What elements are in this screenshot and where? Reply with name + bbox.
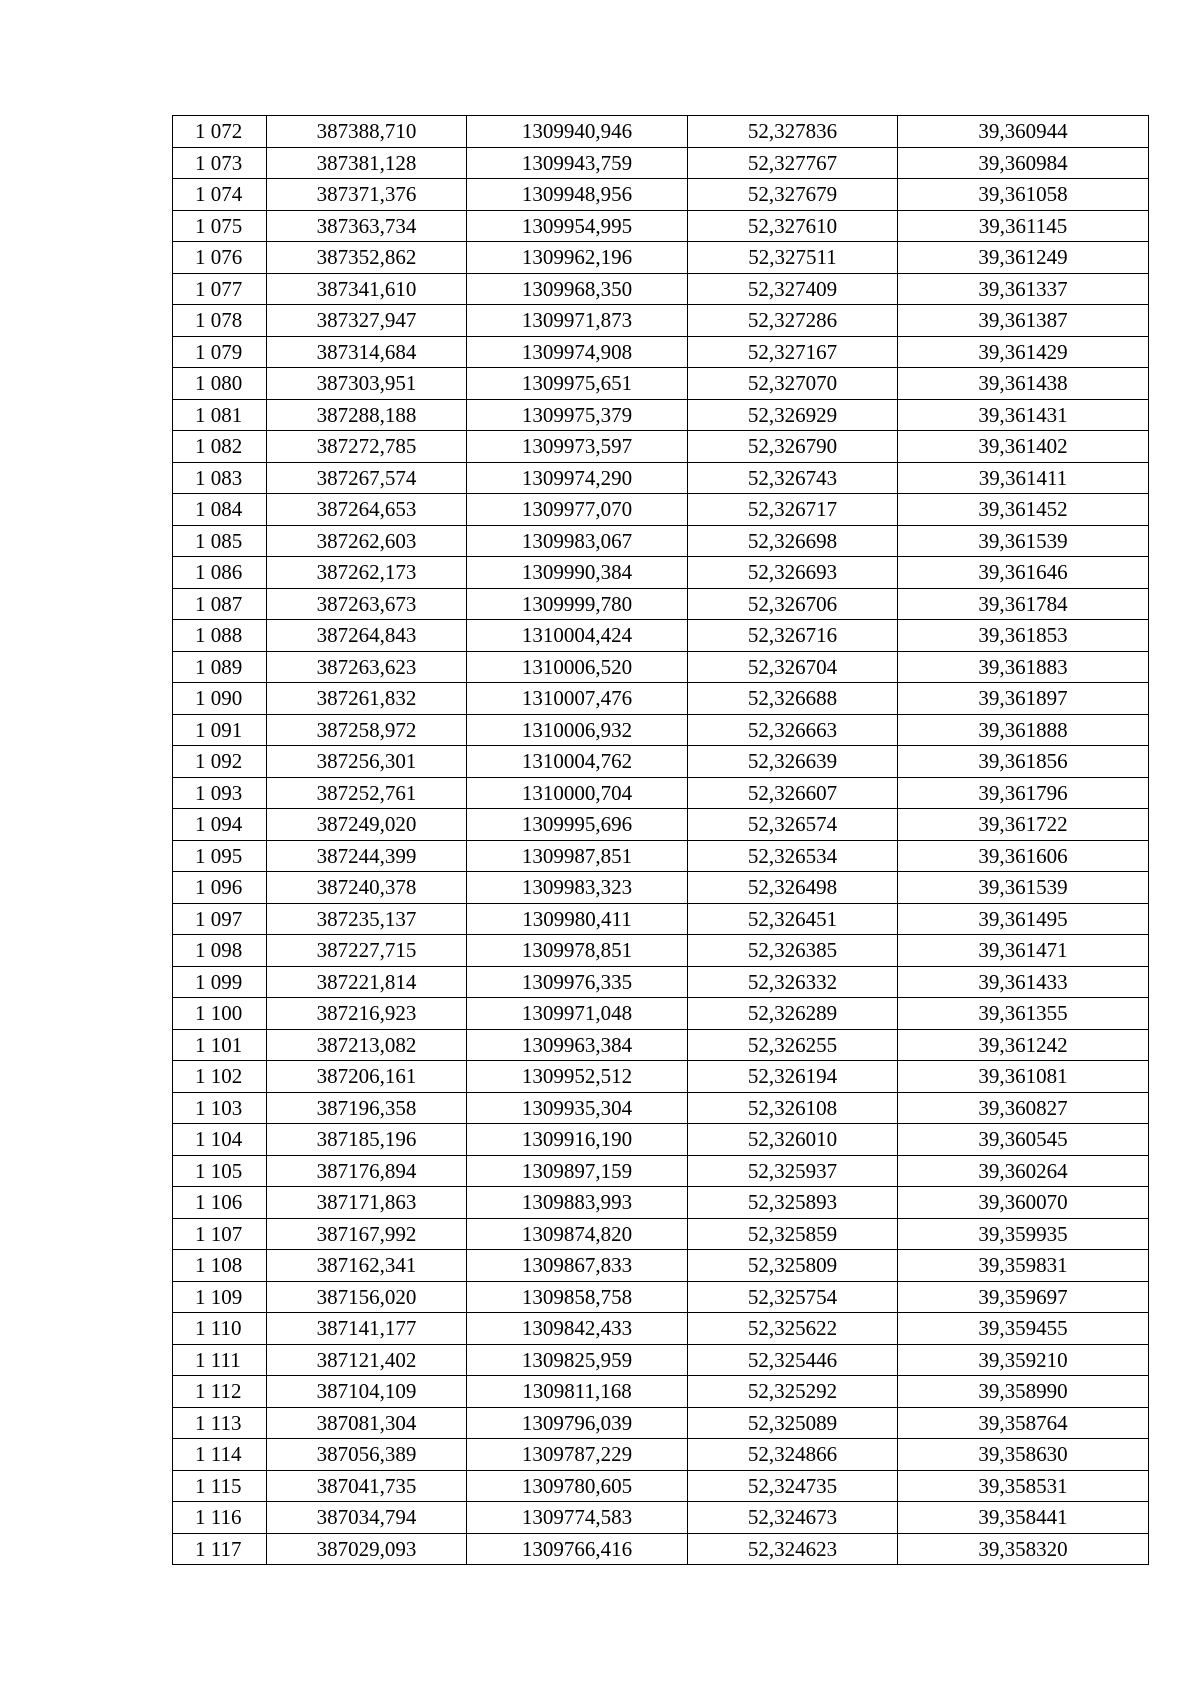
latitude-cell: 52,325754 [688, 1281, 898, 1313]
longitude-cell: 39,360984 [898, 147, 1149, 179]
y-coordinate-cell: 1309940,946 [467, 116, 688, 148]
point-number-cell: 1 084 [173, 494, 267, 526]
point-number-cell: 1 100 [173, 998, 267, 1030]
x-coordinate-cell: 387388,710 [267, 116, 467, 148]
x-coordinate-cell: 387252,761 [267, 777, 467, 809]
y-coordinate-cell: 1310004,424 [467, 620, 688, 652]
latitude-cell: 52,326717 [688, 494, 898, 526]
longitude-cell: 39,358630 [898, 1439, 1149, 1471]
point-number-cell: 1 073 [173, 147, 267, 179]
latitude-cell: 52,327409 [688, 273, 898, 305]
longitude-cell: 39,361853 [898, 620, 1149, 652]
table-row [173, 525, 1149, 557]
x-coordinate-cell: 387216,923 [267, 998, 467, 1030]
longitude-cell: 39,361411 [898, 462, 1149, 494]
latitude-cell: 52,326698 [688, 525, 898, 557]
latitude-cell: 52,326688 [688, 683, 898, 715]
point-number-cell: 1 108 [173, 1250, 267, 1282]
latitude-cell: 52,326108 [688, 1092, 898, 1124]
x-coordinate-cell: 387196,358 [267, 1092, 467, 1124]
longitude-cell: 39,359455 [898, 1313, 1149, 1345]
y-coordinate-cell: 1309935,304 [467, 1092, 688, 1124]
point-number-cell: 1 079 [173, 336, 267, 368]
longitude-cell: 39,361429 [898, 336, 1149, 368]
coordinates-table-body [173, 116, 1149, 1565]
longitude-cell: 39,361471 [898, 935, 1149, 967]
table-row [173, 1376, 1149, 1408]
x-coordinate-cell: 387267,574 [267, 462, 467, 494]
x-coordinate-cell: 387029,093 [267, 1533, 467, 1565]
x-coordinate-cell: 387262,173 [267, 557, 467, 589]
y-coordinate-cell: 1309968,350 [467, 273, 688, 305]
point-number-cell: 1 107 [173, 1218, 267, 1250]
longitude-cell: 39,361539 [898, 872, 1149, 904]
point-number-cell: 1 090 [173, 683, 267, 715]
table-row [173, 1344, 1149, 1376]
latitude-cell: 52,327836 [688, 116, 898, 148]
x-coordinate-cell: 387263,673 [267, 588, 467, 620]
latitude-cell: 52,326332 [688, 966, 898, 998]
latitude-cell: 52,326194 [688, 1061, 898, 1093]
y-coordinate-cell: 1309943,759 [467, 147, 688, 179]
table-row [173, 1250, 1149, 1282]
x-coordinate-cell: 387056,389 [267, 1439, 467, 1471]
y-coordinate-cell: 1309858,758 [467, 1281, 688, 1313]
x-coordinate-cell: 387327,947 [267, 305, 467, 337]
y-coordinate-cell: 1309842,433 [467, 1313, 688, 1345]
latitude-cell: 52,325292 [688, 1376, 898, 1408]
latitude-cell: 52,324623 [688, 1533, 898, 1565]
table-row [173, 714, 1149, 746]
y-coordinate-cell: 1309977,070 [467, 494, 688, 526]
y-coordinate-cell: 1309974,908 [467, 336, 688, 368]
longitude-cell: 39,359831 [898, 1250, 1149, 1282]
x-coordinate-cell: 387162,341 [267, 1250, 467, 1282]
latitude-cell: 52,326663 [688, 714, 898, 746]
x-coordinate-cell: 387171,863 [267, 1187, 467, 1219]
point-number-cell: 1 104 [173, 1124, 267, 1156]
y-coordinate-cell: 1309976,335 [467, 966, 688, 998]
table-row [173, 651, 1149, 683]
table-row [173, 273, 1149, 305]
point-number-cell: 1 081 [173, 399, 267, 431]
longitude-cell: 39,360545 [898, 1124, 1149, 1156]
table-row [173, 872, 1149, 904]
table-row [173, 1187, 1149, 1219]
y-coordinate-cell: 1309987,851 [467, 840, 688, 872]
longitude-cell: 39,361606 [898, 840, 1149, 872]
y-coordinate-cell: 1309983,067 [467, 525, 688, 557]
longitude-cell: 39,361452 [898, 494, 1149, 526]
point-number-cell: 1 101 [173, 1029, 267, 1061]
point-number-cell: 1 116 [173, 1502, 267, 1534]
point-number-cell: 1 087 [173, 588, 267, 620]
y-coordinate-cell: 1309774,583 [467, 1502, 688, 1534]
longitude-cell: 39,359935 [898, 1218, 1149, 1250]
y-coordinate-cell: 1309971,873 [467, 305, 688, 337]
latitude-cell: 52,326929 [688, 399, 898, 431]
point-number-cell: 1 074 [173, 179, 267, 211]
longitude-cell: 39,361402 [898, 431, 1149, 463]
x-coordinate-cell: 387381,128 [267, 147, 467, 179]
latitude-cell: 52,324735 [688, 1470, 898, 1502]
point-number-cell: 1 117 [173, 1533, 267, 1565]
y-coordinate-cell: 1309916,190 [467, 1124, 688, 1156]
table-row [173, 431, 1149, 463]
x-coordinate-cell: 387262,603 [267, 525, 467, 557]
latitude-cell: 52,326639 [688, 746, 898, 778]
x-coordinate-cell: 387167,992 [267, 1218, 467, 1250]
point-number-cell: 1 086 [173, 557, 267, 589]
point-number-cell: 1 093 [173, 777, 267, 809]
latitude-cell: 52,327070 [688, 368, 898, 400]
latitude-cell: 52,326743 [688, 462, 898, 494]
latitude-cell: 52,327610 [688, 210, 898, 242]
longitude-cell: 39,361081 [898, 1061, 1149, 1093]
x-coordinate-cell: 387185,196 [267, 1124, 467, 1156]
latitude-cell: 52,327167 [688, 336, 898, 368]
point-number-cell: 1 111 [173, 1344, 267, 1376]
x-coordinate-cell: 387249,020 [267, 809, 467, 841]
latitude-cell: 52,327679 [688, 179, 898, 211]
table-row [173, 1407, 1149, 1439]
longitude-cell: 39,361431 [898, 399, 1149, 431]
latitude-cell: 52,325446 [688, 1344, 898, 1376]
x-coordinate-cell: 387244,399 [267, 840, 467, 872]
point-number-cell: 1 092 [173, 746, 267, 778]
y-coordinate-cell: 1309787,229 [467, 1439, 688, 1471]
y-coordinate-cell: 1310006,520 [467, 651, 688, 683]
x-coordinate-cell: 387258,972 [267, 714, 467, 746]
table-row [173, 966, 1149, 998]
latitude-cell: 52,324866 [688, 1439, 898, 1471]
table-row [173, 210, 1149, 242]
x-coordinate-cell: 387206,161 [267, 1061, 467, 1093]
longitude-cell: 39,358441 [898, 1502, 1149, 1534]
y-coordinate-cell: 1309948,956 [467, 179, 688, 211]
point-number-cell: 1 098 [173, 935, 267, 967]
table-row [173, 1533, 1149, 1565]
longitude-cell: 39,361242 [898, 1029, 1149, 1061]
point-number-cell: 1 077 [173, 273, 267, 305]
longitude-cell: 39,358764 [898, 1407, 1149, 1439]
x-coordinate-cell: 387261,832 [267, 683, 467, 715]
y-coordinate-cell: 1309897,159 [467, 1155, 688, 1187]
latitude-cell: 52,326693 [688, 557, 898, 589]
table-row [173, 1502, 1149, 1534]
latitude-cell: 52,327767 [688, 147, 898, 179]
longitude-cell: 39,361145 [898, 210, 1149, 242]
longitude-cell: 39,360944 [898, 116, 1149, 148]
y-coordinate-cell: 1309954,995 [467, 210, 688, 242]
x-coordinate-cell: 387034,794 [267, 1502, 467, 1534]
longitude-cell: 39,359697 [898, 1281, 1149, 1313]
latitude-cell: 52,326704 [688, 651, 898, 683]
longitude-cell: 39,361722 [898, 809, 1149, 841]
longitude-cell: 39,361888 [898, 714, 1149, 746]
latitude-cell: 52,326534 [688, 840, 898, 872]
x-coordinate-cell: 387341,610 [267, 273, 467, 305]
y-coordinate-cell: 1309973,597 [467, 431, 688, 463]
latitude-cell: 52,325937 [688, 1155, 898, 1187]
latitude-cell: 52,325089 [688, 1407, 898, 1439]
table-row [173, 1092, 1149, 1124]
y-coordinate-cell: 1309995,696 [467, 809, 688, 841]
longitude-cell: 39,361438 [898, 368, 1149, 400]
y-coordinate-cell: 1309796,039 [467, 1407, 688, 1439]
table-row [173, 1313, 1149, 1345]
point-number-cell: 1 075 [173, 210, 267, 242]
latitude-cell: 52,326498 [688, 872, 898, 904]
longitude-cell: 39,361355 [898, 998, 1149, 1030]
latitude-cell: 52,326607 [688, 777, 898, 809]
table-row [173, 840, 1149, 872]
x-coordinate-cell: 387081,304 [267, 1407, 467, 1439]
y-coordinate-cell: 1309990,384 [467, 557, 688, 589]
y-coordinate-cell: 1309952,512 [467, 1061, 688, 1093]
x-coordinate-cell: 387235,137 [267, 903, 467, 935]
latitude-cell: 52,325809 [688, 1250, 898, 1282]
y-coordinate-cell: 1309975,379 [467, 399, 688, 431]
longitude-cell: 39,361784 [898, 588, 1149, 620]
point-number-cell: 1 088 [173, 620, 267, 652]
table-row [173, 1439, 1149, 1471]
longitude-cell: 39,361897 [898, 683, 1149, 715]
point-number-cell: 1 102 [173, 1061, 267, 1093]
x-coordinate-cell: 387156,020 [267, 1281, 467, 1313]
table-row [173, 777, 1149, 809]
y-coordinate-cell: 1309980,411 [467, 903, 688, 935]
y-coordinate-cell: 1309867,833 [467, 1250, 688, 1282]
table-row [173, 147, 1149, 179]
point-number-cell: 1 096 [173, 872, 267, 904]
x-coordinate-cell: 387264,653 [267, 494, 467, 526]
x-coordinate-cell: 387227,715 [267, 935, 467, 967]
latitude-cell: 52,326574 [688, 809, 898, 841]
table-row [173, 620, 1149, 652]
x-coordinate-cell: 387314,684 [267, 336, 467, 368]
longitude-cell: 39,360827 [898, 1092, 1149, 1124]
table-row [173, 1281, 1149, 1313]
longitude-cell: 39,361856 [898, 746, 1149, 778]
y-coordinate-cell: 1309975,651 [467, 368, 688, 400]
table-row [173, 588, 1149, 620]
table-row [173, 368, 1149, 400]
y-coordinate-cell: 1309971,048 [467, 998, 688, 1030]
y-coordinate-cell: 1309766,416 [467, 1533, 688, 1565]
table-row [173, 683, 1149, 715]
latitude-cell: 52,326706 [688, 588, 898, 620]
longitude-cell: 39,359210 [898, 1344, 1149, 1376]
point-number-cell: 1 106 [173, 1187, 267, 1219]
table-row [173, 1470, 1149, 1502]
point-number-cell: 1 080 [173, 368, 267, 400]
x-coordinate-cell: 387272,785 [267, 431, 467, 463]
y-coordinate-cell: 1310006,932 [467, 714, 688, 746]
latitude-cell: 52,326790 [688, 431, 898, 463]
table-row [173, 809, 1149, 841]
table-row [173, 1029, 1149, 1061]
longitude-cell: 39,361337 [898, 273, 1149, 305]
x-coordinate-cell: 387363,734 [267, 210, 467, 242]
latitude-cell: 52,324673 [688, 1502, 898, 1534]
point-number-cell: 1 113 [173, 1407, 267, 1439]
latitude-cell: 52,325859 [688, 1218, 898, 1250]
point-number-cell: 1 109 [173, 1281, 267, 1313]
y-coordinate-cell: 1309978,851 [467, 935, 688, 967]
x-coordinate-cell: 387176,894 [267, 1155, 467, 1187]
point-number-cell: 1 095 [173, 840, 267, 872]
point-number-cell: 1 114 [173, 1439, 267, 1471]
y-coordinate-cell: 1309963,384 [467, 1029, 688, 1061]
x-coordinate-cell: 387303,951 [267, 368, 467, 400]
y-coordinate-cell: 1309999,780 [467, 588, 688, 620]
x-coordinate-cell: 387288,188 [267, 399, 467, 431]
latitude-cell: 52,326451 [688, 903, 898, 935]
point-number-cell: 1 089 [173, 651, 267, 683]
coordinates-table [172, 115, 1149, 1565]
longitude-cell: 39,361796 [898, 777, 1149, 809]
point-number-cell: 1 072 [173, 116, 267, 148]
point-number-cell: 1 076 [173, 242, 267, 274]
point-number-cell: 1 115 [173, 1470, 267, 1502]
longitude-cell: 39,361646 [898, 557, 1149, 589]
table-row [173, 1218, 1149, 1250]
y-coordinate-cell: 1309825,959 [467, 1344, 688, 1376]
point-number-cell: 1 082 [173, 431, 267, 463]
y-coordinate-cell: 1309962,196 [467, 242, 688, 274]
longitude-cell: 39,361387 [898, 305, 1149, 337]
longitude-cell: 39,358320 [898, 1533, 1149, 1565]
point-number-cell: 1 085 [173, 525, 267, 557]
table-row [173, 557, 1149, 589]
latitude-cell: 52,326010 [688, 1124, 898, 1156]
table-row [173, 1124, 1149, 1156]
table-row [173, 1061, 1149, 1093]
point-number-cell: 1 110 [173, 1313, 267, 1345]
point-number-cell: 1 103 [173, 1092, 267, 1124]
latitude-cell: 52,326289 [688, 998, 898, 1030]
table-row [173, 1155, 1149, 1187]
y-coordinate-cell: 1309974,290 [467, 462, 688, 494]
longitude-cell: 39,361058 [898, 179, 1149, 211]
table-row [173, 462, 1149, 494]
longitude-cell: 39,361433 [898, 966, 1149, 998]
y-coordinate-cell: 1310004,762 [467, 746, 688, 778]
longitude-cell: 39,361495 [898, 903, 1149, 935]
y-coordinate-cell: 1309780,605 [467, 1470, 688, 1502]
x-coordinate-cell: 387263,623 [267, 651, 467, 683]
x-coordinate-cell: 387352,862 [267, 242, 467, 274]
latitude-cell: 52,325622 [688, 1313, 898, 1345]
x-coordinate-cell: 387264,843 [267, 620, 467, 652]
table-row [173, 494, 1149, 526]
table-row [173, 935, 1149, 967]
y-coordinate-cell: 1309811,168 [467, 1376, 688, 1408]
y-coordinate-cell: 1310007,476 [467, 683, 688, 715]
latitude-cell: 52,326385 [688, 935, 898, 967]
x-coordinate-cell: 387121,402 [267, 1344, 467, 1376]
table-row [173, 998, 1149, 1030]
table-row [173, 305, 1149, 337]
point-number-cell: 1 097 [173, 903, 267, 935]
point-number-cell: 1 105 [173, 1155, 267, 1187]
x-coordinate-cell: 387240,378 [267, 872, 467, 904]
point-number-cell: 1 078 [173, 305, 267, 337]
y-coordinate-cell: 1310000,704 [467, 777, 688, 809]
latitude-cell: 52,325893 [688, 1187, 898, 1219]
x-coordinate-cell: 387221,814 [267, 966, 467, 998]
latitude-cell: 52,326716 [688, 620, 898, 652]
table-row [173, 336, 1149, 368]
longitude-cell: 39,358531 [898, 1470, 1149, 1502]
point-number-cell: 1 091 [173, 714, 267, 746]
table-row [173, 746, 1149, 778]
latitude-cell: 52,327286 [688, 305, 898, 337]
y-coordinate-cell: 1309874,820 [467, 1218, 688, 1250]
longitude-cell: 39,358990 [898, 1376, 1149, 1408]
point-number-cell: 1 094 [173, 809, 267, 841]
longitude-cell: 39,360070 [898, 1187, 1149, 1219]
x-coordinate-cell: 387141,177 [267, 1313, 467, 1345]
x-coordinate-cell: 387371,376 [267, 179, 467, 211]
point-number-cell: 1 112 [173, 1376, 267, 1408]
point-number-cell: 1 083 [173, 462, 267, 494]
table-row [173, 242, 1149, 274]
latitude-cell: 52,327511 [688, 242, 898, 274]
longitude-cell: 39,361883 [898, 651, 1149, 683]
y-coordinate-cell: 1309983,323 [467, 872, 688, 904]
x-coordinate-cell: 387213,082 [267, 1029, 467, 1061]
table-row [173, 903, 1149, 935]
latitude-cell: 52,326255 [688, 1029, 898, 1061]
longitude-cell: 39,361249 [898, 242, 1149, 274]
x-coordinate-cell: 387041,735 [267, 1470, 467, 1502]
longitude-cell: 39,360264 [898, 1155, 1149, 1187]
table-row [173, 399, 1149, 431]
longitude-cell: 39,361539 [898, 525, 1149, 557]
y-coordinate-cell: 1309883,993 [467, 1187, 688, 1219]
x-coordinate-cell: 387256,301 [267, 746, 467, 778]
point-number-cell: 1 099 [173, 966, 267, 998]
table-row [173, 179, 1149, 211]
x-coordinate-cell: 387104,109 [267, 1376, 467, 1408]
table-row [173, 116, 1149, 148]
